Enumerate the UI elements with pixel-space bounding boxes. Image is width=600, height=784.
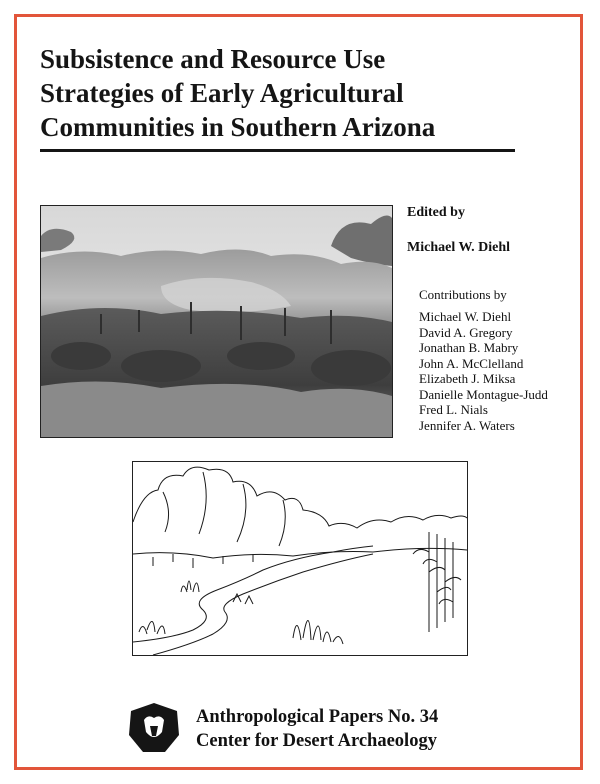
- contributor: Danielle Montague-Judd: [419, 386, 548, 402]
- title-line-1: Subsistence and Resource Use: [40, 44, 386, 74]
- desert-landscape-photo: [40, 205, 393, 438]
- title-line-3: Communities in Southern Arizona: [40, 112, 436, 142]
- contributor: John A. McClelland: [419, 355, 524, 371]
- editor-name: Michael W. Diehl: [407, 240, 511, 255]
- contributor: David A. Gregory: [419, 324, 513, 340]
- contributions-label: Contributions by: [419, 287, 507, 302]
- contributor: Fred L. Nials: [419, 402, 488, 417]
- contributor-list: [419, 309, 548, 433]
- river-line-drawing: [132, 461, 468, 656]
- publisher-logo: [128, 702, 180, 754]
- publisher-name: Center for Desert Archaeology: [196, 731, 437, 751]
- contributor: Jennifer A. Waters: [419, 417, 515, 433]
- contributor: Elizabeth J. Miksa: [419, 371, 516, 386]
- book-title: [40, 42, 540, 144]
- series-label: Anthropological Papers No. 34: [196, 707, 439, 727]
- title-line-2: Strategies of Early Agricultural: [40, 78, 404, 108]
- contributor: Michael W. Diehl: [419, 309, 512, 324]
- edited-by-label: Edited by: [407, 205, 465, 220]
- title-underline: [40, 149, 515, 152]
- contributor: Jonathan B. Mabry: [419, 340, 519, 355]
